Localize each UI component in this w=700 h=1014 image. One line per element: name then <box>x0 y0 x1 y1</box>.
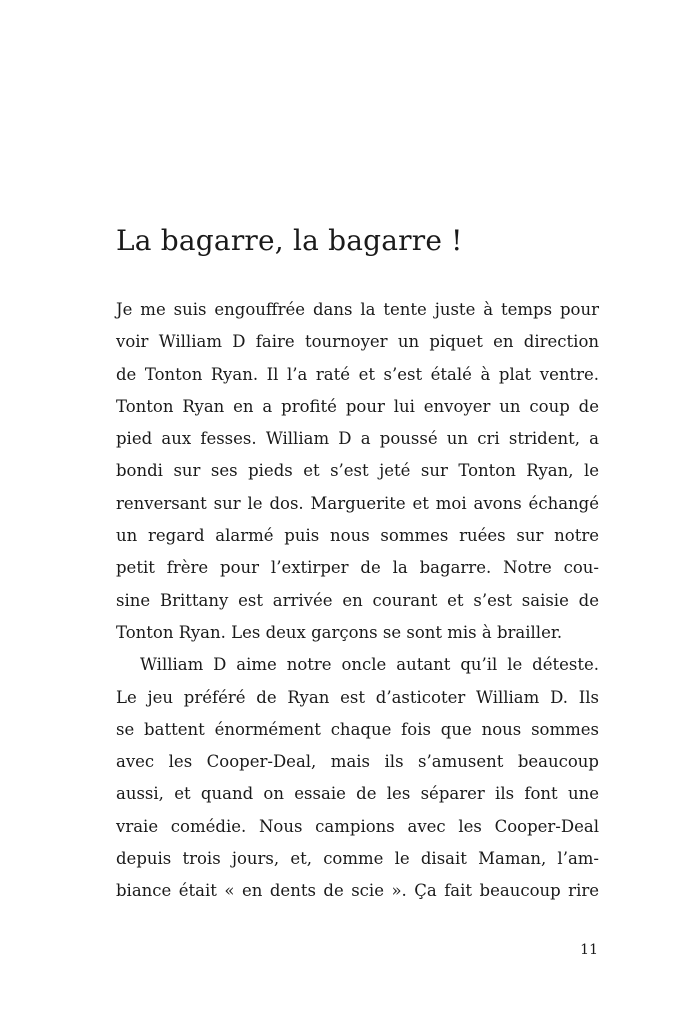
chapter-title: La bagarre, la bagarre ! <box>116 224 463 257</box>
body-text <box>116 294 599 908</box>
text-line: petit frère pour l’extirper de la bagarre. Notre cou- <box>116 558 599 578</box>
page-number: 11 <box>580 942 598 958</box>
text-line: avec les Cooper-Deal, mais ils s’amusent beaucoup <box>116 752 599 772</box>
text-line: Le jeu préféré de Ryan est d’asticoter William D. Ils <box>116 687 599 707</box>
text-line: sine Brittany est arrivée en courant et s’est saisie de <box>116 590 599 610</box>
text-line: renversant sur le dos. Marguerite et moi avons échangé <box>116 493 599 513</box>
text-line: biance était « en dents de scie ». Ça fait beaucoup rire <box>116 881 599 901</box>
text-line: aussi, et quand on essaie de les séparer ils font une <box>116 784 599 804</box>
text-line: de Tonton Ryan. Il l’a raté et s’est étalé à plat ventre. <box>116 364 599 384</box>
text-line: un regard alarmé puis nous sommes ruées sur notre <box>116 526 599 546</box>
text-line: Tonton Ryan. Les deux garçons se sont mis à brailler. <box>116 622 563 642</box>
text-line: voir William D faire tournoyer un piquet en direction <box>116 332 599 352</box>
paragraph <box>116 649 599 907</box>
text-line: Je me suis engouffrée dans la tente juste à temps pour <box>116 300 599 319</box>
text-line: vraie comédie. Nous campions avec les Cooper-Deal <box>116 816 599 836</box>
paragraph <box>116 294 599 649</box>
text-line: Tonton Ryan en a profité pour lui envoyer un coup de <box>116 396 599 416</box>
text-line: bondi sur ses pieds et s’est jeté sur Tonton Ryan, le <box>116 461 599 481</box>
text-line: William D aime notre oncle autant qu’il le déteste. <box>140 655 599 675</box>
text-line: pied aux fesses. William D a poussé un cri strident, a <box>116 429 599 449</box>
text-line: depuis trois jours, et, comme le disait Maman, l’am- <box>116 849 599 869</box>
text-line: se battent énormément chaque fois que nous sommes <box>116 719 599 739</box>
